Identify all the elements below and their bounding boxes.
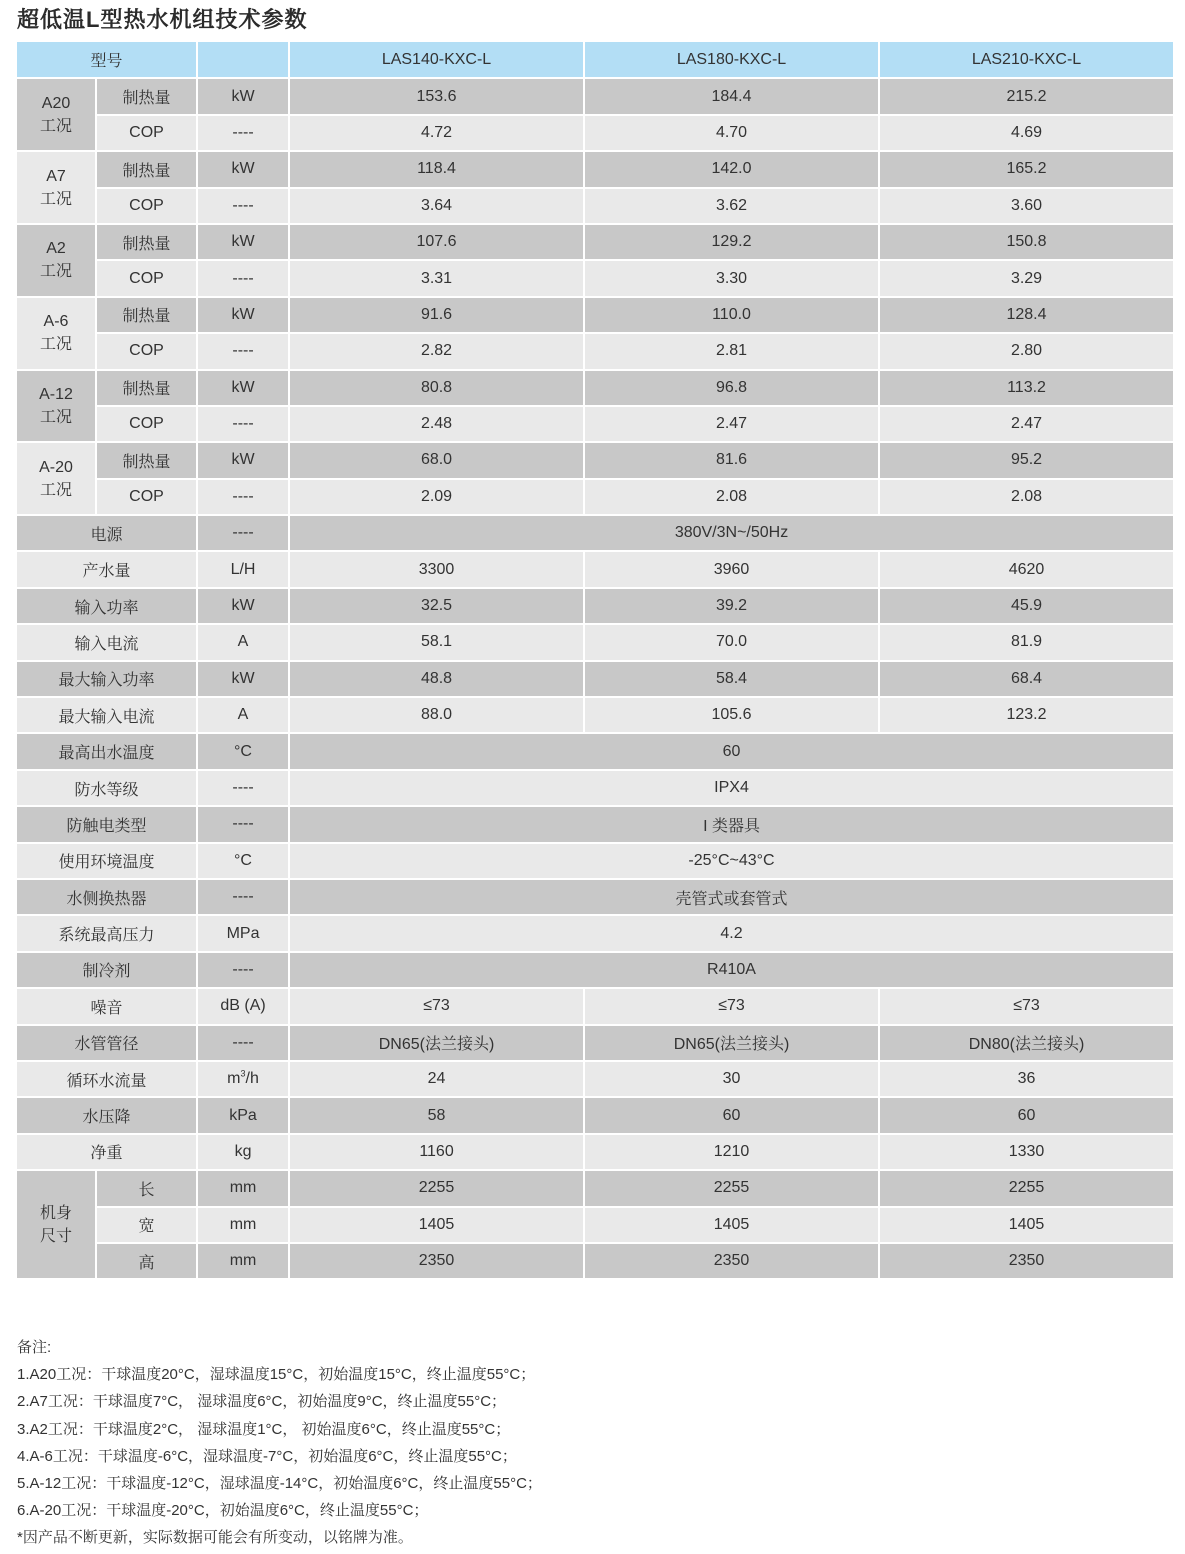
- cell-value: 60: [289, 733, 1173, 769]
- cell-value: 2.47: [879, 406, 1173, 442]
- row-unit: dB (A): [197, 988, 289, 1024]
- unit-superscript: 3: [240, 1068, 246, 1079]
- row-label: 产水量: [17, 551, 197, 587]
- row-unit: ----: [197, 115, 289, 151]
- cell-value: I 类器具: [289, 806, 1173, 842]
- condition-suffix: 工况: [39, 408, 72, 426]
- cell-value: 3.62: [584, 188, 879, 224]
- row-label: 水压降: [17, 1097, 197, 1133]
- cell-value: 142.0: [584, 151, 879, 187]
- row-label: 输入电流: [17, 624, 197, 660]
- row-unit: mm: [197, 1170, 289, 1206]
- cell-value: 165.2: [879, 151, 1173, 187]
- condition-label: [17, 370, 96, 443]
- condition-suffix: 工况: [39, 190, 72, 208]
- row-unit: MPa: [197, 915, 289, 951]
- cell-value: 3.31: [289, 260, 584, 296]
- cell-value: DN65(法兰接头): [584, 1025, 879, 1061]
- row-unit: ----: [197, 1025, 289, 1061]
- row-label: 防触电类型: [17, 806, 197, 842]
- cell-value: 2.08: [879, 479, 1173, 515]
- row-unit: kPa: [197, 1097, 289, 1133]
- table-row: [17, 442, 1173, 478]
- cell-value: 3.60: [879, 188, 1173, 224]
- note-item: 5.A-12工况：干球温度-12°C，湿球温度-14°C，初始温度6°C，终止温度55°C；: [17, 1475, 542, 1493]
- row-unit: A: [197, 697, 289, 733]
- condition-label: [17, 151, 96, 224]
- row-unit: kW: [197, 370, 289, 406]
- row-label: 电源: [17, 515, 197, 551]
- note-item: 4.A-6工况：干球温度-6°C，湿球温度-7°C，初始温度6°C，终止温度55°C；: [17, 1447, 517, 1465]
- row-unit: kW: [197, 297, 289, 333]
- row-label: COP: [96, 406, 197, 442]
- table-row: [17, 952, 1173, 988]
- row-label: 最高出水温度: [17, 733, 197, 769]
- condition-label: [17, 297, 96, 370]
- condition-label: [17, 442, 96, 515]
- model-label: 型号: [17, 42, 197, 78]
- cell-value: 80.8: [289, 370, 584, 406]
- cell-value: 81.6: [584, 442, 879, 478]
- note-item: 1.A20工况：干球温度20°C，湿球温度15°C，初始温度15°C，终止温度55°C；: [17, 1366, 536, 1384]
- row-label: 制热量: [96, 78, 197, 114]
- cell-value: 4.2: [289, 915, 1173, 951]
- cell-value: 60: [584, 1097, 879, 1133]
- note-item: 6.A-20工况：干球温度-20°C，初始温度6°C，终止温度55°C；: [17, 1502, 429, 1520]
- condition-suffix: 工况: [39, 263, 72, 281]
- cell-value: 36: [879, 1061, 1173, 1097]
- row-label: 制冷剂: [17, 952, 197, 988]
- row-unit: ----: [197, 406, 289, 442]
- cell-value: 3.30: [584, 260, 879, 296]
- cell-value: 128.4: [879, 297, 1173, 333]
- cell-value: 1160: [289, 1134, 584, 1170]
- cell-value: 2255: [879, 1170, 1173, 1206]
- model-name: LAS180-KXC-L: [584, 42, 879, 78]
- cell-value: 58: [289, 1097, 584, 1133]
- cell-value: 129.2: [584, 224, 879, 260]
- table-row: [17, 1025, 1173, 1061]
- cell-value: 1405: [289, 1207, 584, 1243]
- table-row: [17, 1207, 1173, 1243]
- condition-code: A2: [46, 240, 66, 258]
- row-label: 噪音: [17, 988, 197, 1024]
- cell-value: R410A: [289, 952, 1173, 988]
- row-label: COP: [96, 333, 197, 369]
- table-row: [17, 551, 1173, 587]
- header-row: [17, 42, 1173, 78]
- cell-value: 2.80: [879, 333, 1173, 369]
- table-row: [17, 78, 1173, 114]
- condition-suffix: 工况: [39, 481, 72, 499]
- cell-value: ≤73: [289, 988, 584, 1024]
- cell-value: 2255: [584, 1170, 879, 1206]
- row-label: 宽: [96, 1207, 197, 1243]
- table-row: [17, 733, 1173, 769]
- row-unit: ----: [197, 952, 289, 988]
- condition-label: [17, 78, 96, 151]
- cell-value: 1405: [879, 1207, 1173, 1243]
- cell-value: 150.8: [879, 224, 1173, 260]
- table-row: [17, 151, 1173, 187]
- dimensions-label-line1: 机身: [39, 1204, 72, 1222]
- table-row: [17, 406, 1173, 442]
- row-label: 制热量: [96, 151, 197, 187]
- row-label: 长: [96, 1170, 197, 1206]
- cell-value: 91.6: [289, 297, 584, 333]
- row-label: 净重: [17, 1134, 197, 1170]
- cell-value: 3.29: [879, 260, 1173, 296]
- row-label: COP: [96, 115, 197, 151]
- cell-value: 32.5: [289, 588, 584, 624]
- table-row: [17, 370, 1173, 406]
- cell-value: 70.0: [584, 624, 879, 660]
- row-unit: A: [197, 624, 289, 660]
- row-unit: °C: [197, 843, 289, 879]
- cell-value: 153.6: [289, 78, 584, 114]
- cell-value: 68.0: [289, 442, 584, 478]
- cell-value: 30: [584, 1061, 879, 1097]
- row-unit: L/H: [197, 551, 289, 587]
- condition-code: A-6: [43, 313, 69, 331]
- table-row: [17, 770, 1173, 806]
- row-unit: kW: [197, 661, 289, 697]
- condition-code: A20: [41, 94, 71, 112]
- cell-value: 3960: [584, 551, 879, 587]
- cell-value: 3.64: [289, 188, 584, 224]
- row-unit: ----: [197, 770, 289, 806]
- cell-value: 4620: [879, 551, 1173, 587]
- cell-value: 45.9: [879, 588, 1173, 624]
- notes-heading: 备注:: [17, 1339, 52, 1356]
- cell-value: 3300: [289, 551, 584, 587]
- cell-value: 113.2: [879, 370, 1173, 406]
- spec-table: [17, 42, 1173, 1280]
- table-row: [17, 806, 1173, 842]
- row-unit: mm: [197, 1207, 289, 1243]
- row-unit: kW: [197, 151, 289, 187]
- note-item: *因产品不断更新，实际数据可能会有所变动，以铭牌为准。: [17, 1529, 413, 1547]
- table-row: [17, 515, 1173, 551]
- row-unit: ----: [197, 333, 289, 369]
- table-row: [17, 1097, 1173, 1133]
- row-unit: kg: [197, 1134, 289, 1170]
- cell-value: 壳管式或套管式: [289, 879, 1173, 915]
- table-row: [17, 697, 1173, 733]
- model-name: LAS140-KXC-L: [289, 42, 584, 78]
- notes-section: [17, 1334, 542, 1552]
- cell-value: 2.47: [584, 406, 879, 442]
- row-label: COP: [96, 479, 197, 515]
- cell-value: 96.8: [584, 370, 879, 406]
- table-row: [17, 879, 1173, 915]
- row-unit: kW: [197, 78, 289, 114]
- row-unit: kW: [197, 442, 289, 478]
- row-label: 制热量: [96, 370, 197, 406]
- condition-suffix: 工况: [39, 336, 72, 354]
- row-unit: °C: [197, 733, 289, 769]
- table-row: [17, 915, 1173, 951]
- row-unit: ----: [197, 879, 289, 915]
- row-label: COP: [96, 188, 197, 224]
- cell-value: 2255: [289, 1170, 584, 1206]
- note-item: 2.A7工况：干球温度7°C， 湿球温度6°C，初始温度9°C，终止温度55°C；: [17, 1393, 507, 1411]
- cell-value: 2.09: [289, 479, 584, 515]
- cell-value: 110.0: [584, 297, 879, 333]
- row-label: 高: [96, 1243, 197, 1279]
- cell-value: 4.70: [584, 115, 879, 151]
- page-title: 超低温L型热水机组技术参数: [17, 7, 308, 32]
- cell-value: 2350: [879, 1243, 1173, 1279]
- cell-value: 2.48: [289, 406, 584, 442]
- cell-value: 4.72: [289, 115, 584, 151]
- row-label: 输入功率: [17, 588, 197, 624]
- cell-value: 105.6: [584, 697, 879, 733]
- cell-value: 2.82: [289, 333, 584, 369]
- cell-value: 60: [879, 1097, 1173, 1133]
- condition-suffix: 工况: [39, 117, 72, 135]
- table-row: [17, 333, 1173, 369]
- cell-value: 88.0: [289, 697, 584, 733]
- table-row: [17, 661, 1173, 697]
- row-unit: mm: [197, 1243, 289, 1279]
- row-label: 最大输入电流: [17, 697, 197, 733]
- row-label: 循环水流量: [17, 1061, 197, 1097]
- cell-value: 4.69: [879, 115, 1173, 151]
- cell-value: 1210: [584, 1134, 879, 1170]
- table-row: [17, 224, 1173, 260]
- cell-value: 123.2: [879, 697, 1173, 733]
- cell-value: ≤73: [879, 988, 1173, 1024]
- cell-value: 118.4: [289, 151, 584, 187]
- row-label: 水管管径: [17, 1025, 197, 1061]
- cell-value: 2350: [289, 1243, 584, 1279]
- row-label: 防水等级: [17, 770, 197, 806]
- row-unit: ----: [197, 260, 289, 296]
- cell-value: 1405: [584, 1207, 879, 1243]
- cell-value: 24: [289, 1061, 584, 1097]
- table-row: [17, 297, 1173, 333]
- condition-code: A7: [46, 167, 66, 185]
- cell-value: ≤73: [584, 988, 879, 1024]
- cell-value: 48.8: [289, 661, 584, 697]
- cell-value: IPX4: [289, 770, 1173, 806]
- note-item: 3.A2工况：干球温度2°C， 湿球温度1°C， 初始温度6°C，终止温度55°C；: [17, 1420, 511, 1438]
- cell-value: 95.2: [879, 442, 1173, 478]
- cell-value: 2.81: [584, 333, 879, 369]
- row-unit: kW: [197, 588, 289, 624]
- row-label: 使用环境温度: [17, 843, 197, 879]
- condition-code: A-12: [39, 385, 73, 403]
- row-label: COP: [96, 260, 197, 296]
- unit-tail: /h: [245, 1070, 259, 1088]
- table-row: [17, 988, 1173, 1024]
- cell-value: 2350: [584, 1243, 879, 1279]
- table-row: [17, 1243, 1173, 1279]
- row-label: 系统最高压力: [17, 915, 197, 951]
- table-row: [17, 479, 1173, 515]
- cell-value: 184.4: [584, 78, 879, 114]
- table-row: [17, 588, 1173, 624]
- table-row: [17, 1061, 1173, 1097]
- row-unit: kW: [197, 224, 289, 260]
- table-row: [17, 188, 1173, 224]
- dimensions-label: [17, 1170, 96, 1279]
- row-label: 制热量: [96, 297, 197, 333]
- table-row: [17, 1170, 1173, 1206]
- cell-value: 107.6: [289, 224, 584, 260]
- row-unit: ----: [197, 479, 289, 515]
- row-unit: [197, 1061, 289, 1097]
- dimensions-label-line2: 尺寸: [39, 1227, 72, 1245]
- table-row: [17, 115, 1173, 151]
- cell-value: 380V/3N~/50Hz: [289, 515, 1173, 551]
- cell-value: 215.2: [879, 78, 1173, 114]
- row-label: 水侧换热器: [17, 879, 197, 915]
- row-label: 最大输入功率: [17, 661, 197, 697]
- table-row: [17, 1134, 1173, 1170]
- row-label: 制热量: [96, 442, 197, 478]
- cell-value: 1330: [879, 1134, 1173, 1170]
- unit-header: [197, 42, 289, 78]
- cell-value: 68.4: [879, 661, 1173, 697]
- condition-label: [17, 224, 96, 297]
- cell-value: 58.4: [584, 661, 879, 697]
- unit-base: m: [227, 1070, 241, 1088]
- row-unit: ----: [197, 188, 289, 224]
- row-unit: ----: [197, 515, 289, 551]
- cell-value: 2.08: [584, 479, 879, 515]
- cell-value: 39.2: [584, 588, 879, 624]
- table-row: [17, 624, 1173, 660]
- table-row: [17, 843, 1173, 879]
- cell-value: 81.9: [879, 624, 1173, 660]
- row-label: 制热量: [96, 224, 197, 260]
- row-unit: ----: [197, 806, 289, 842]
- cell-value: DN80(法兰接头): [879, 1025, 1173, 1061]
- cell-value: -25°C~43°C: [289, 843, 1173, 879]
- condition-code: A-20: [39, 458, 73, 476]
- table-row: [17, 260, 1173, 296]
- cell-value: 58.1: [289, 624, 584, 660]
- model-name: LAS210-KXC-L: [879, 42, 1173, 78]
- cell-value: DN65(法兰接头): [289, 1025, 584, 1061]
